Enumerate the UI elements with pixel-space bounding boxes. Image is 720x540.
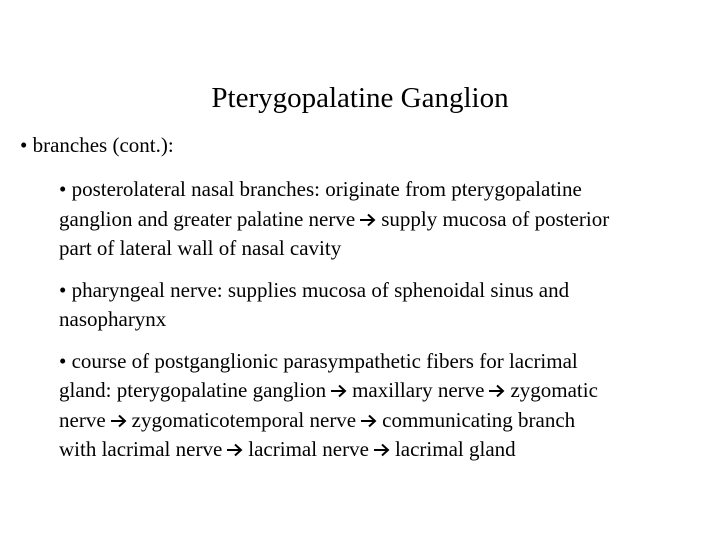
sub-bullet-line xyxy=(59,376,704,406)
text-segment: zygomatic xyxy=(510,378,598,402)
text-segment: nasopharynx xyxy=(59,307,167,331)
text-segment: gland: pterygopalatine ganglion xyxy=(59,378,327,402)
sub-bullet-line xyxy=(59,305,704,335)
sub-bullet-line xyxy=(59,406,704,436)
text-segment: • posterolateral nasal branches: originate from pterygopalatine xyxy=(59,177,582,201)
right-arrow-icon xyxy=(488,384,505,398)
text-segment: supply mucosa of posterior xyxy=(381,206,610,231)
text-segment: maxillary nerve xyxy=(352,378,485,402)
right-arrow-icon xyxy=(360,414,377,428)
sub-bullet-item xyxy=(59,276,704,335)
text-segment: part of lateral wall of nasal cavity xyxy=(59,236,342,260)
sub-bullet-item xyxy=(59,175,704,264)
sub-bullet-item xyxy=(59,347,704,465)
sub-bullet-line xyxy=(59,276,704,306)
slide-title: Pterygopalatine Ganglion xyxy=(211,82,509,114)
main-bullet: • branches (cont.): xyxy=(20,133,174,157)
text-segment: zygomaticotemporal nerve xyxy=(131,407,357,432)
text-segment: with lacrimal nerve xyxy=(59,437,223,461)
sub-bullet-line xyxy=(59,234,704,264)
right-arrow-icon xyxy=(330,384,347,398)
text-segment: ganglion and greater palatine nerve xyxy=(59,206,356,231)
text-segment: • pharyngeal nerve: supplies mucosa of sphenoidal sinus and xyxy=(59,277,570,302)
text-segment: lacrimal nerve xyxy=(248,437,369,461)
sub-bullet-line xyxy=(59,175,704,205)
sub-bullet-line xyxy=(59,205,704,235)
right-arrow-icon xyxy=(226,443,243,457)
sub-bullet-list xyxy=(59,175,704,477)
text-segment: communicating branch xyxy=(382,407,576,432)
sub-bullet-line xyxy=(59,435,704,465)
text-segment: lacrimal gland xyxy=(394,437,516,461)
text-segment: • course of postganglionic parasympathetic fibers for lacrimal xyxy=(59,348,578,373)
right-arrow-icon xyxy=(110,414,127,428)
right-arrow-icon xyxy=(373,443,390,457)
text-segment: nerve xyxy=(59,407,106,432)
right-arrow-icon xyxy=(359,213,376,227)
sub-bullet-line xyxy=(59,347,704,377)
